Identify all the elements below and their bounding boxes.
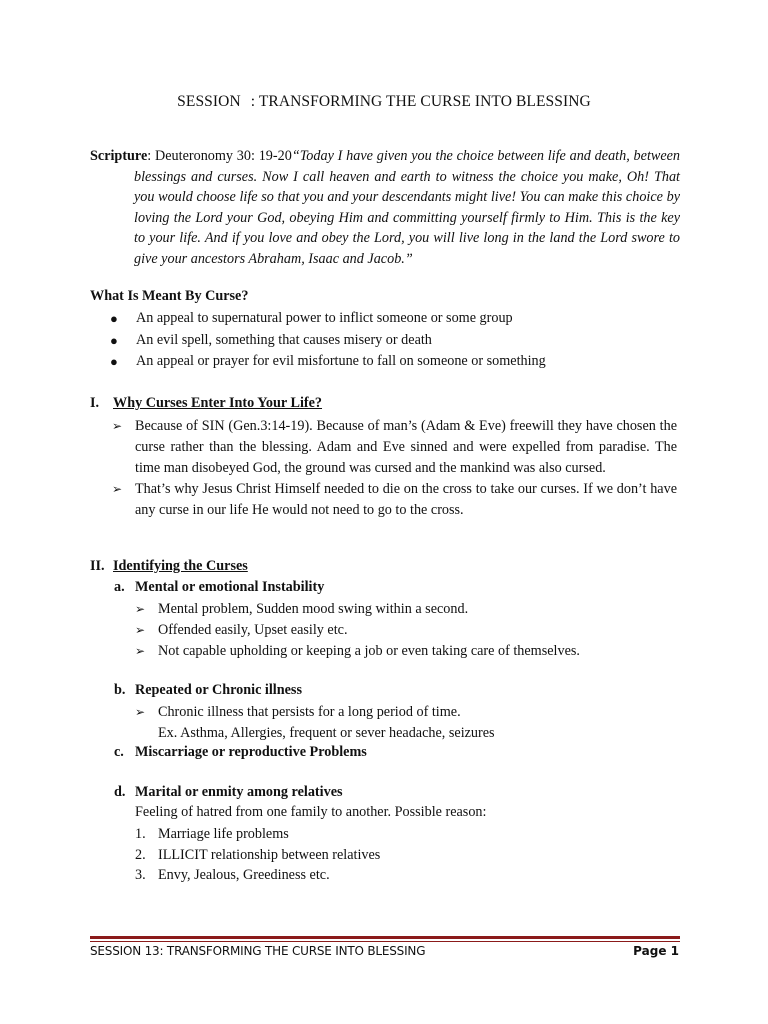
subsection-d-text: Feeling of hatred from one family to another. Possible reason: (135, 804, 487, 820)
title-text: : TRANSFORMING THE CURSE INTO BLESSING (250, 93, 591, 110)
subsection-b-list (135, 702, 495, 744)
section-title: Identifying the Curses (113, 558, 248, 574)
bullet-icon: ● (110, 332, 118, 348)
arrow-bullet-icon: ➢ (135, 602, 146, 616)
subsection-a-list (135, 599, 580, 662)
scripture-quote-body: between blessings and curses. Now I call heaven and earth to witness the choice you make, Oh! That you would choose life so that you and your descendants might live! You can make this choice by loving the Lord your God, obeying Him and committing yourself firmly to Him. This is the key to your life. And if you love and obey the Lord, you will live long in the land the Lord swore to give your ancestors Abraham, Isaac and Jacob.” (134, 148, 681, 267)
section-number: I. (90, 395, 100, 411)
example-text: Ex. Asthma, Allergies, frequent or sever headache, seizures (158, 725, 495, 741)
section-title: Why Curses Enter Into Your Life? (113, 395, 323, 411)
list-item: 3. Envy, Jealous, Greediness etc. (135, 867, 330, 883)
subsection-c-heading: c. Miscarriage or reproductive Problems (114, 744, 367, 760)
list-item: ➢ Mental problem, Sudden mood swing within a second. (135, 599, 580, 620)
subsection-d-heading: d. Marital or enmity among relatives (114, 784, 343, 800)
bullet-icon: ● (110, 354, 118, 369)
list-item: ● An appeal to supernatural power to inflict someone or some group (108, 308, 546, 330)
scripture-paragraph (90, 146, 680, 269)
subsection-a-heading: a. Mental or emotional Instability (114, 579, 325, 595)
section-1-heading (90, 395, 322, 412)
arrow-bullet-icon: ➢ (135, 623, 146, 637)
scripture-label: Scripture (90, 148, 148, 164)
arrow-bullet-icon: ➢ (135, 644, 146, 658)
list-item: ● An evil spell, something that causes misery or death (108, 330, 546, 352)
list-item: ➢ Chronic illness that persists for a long period of time. Ex. Asthma, Allergies, frequent or sever headache, seizures (135, 704, 495, 741)
list-item: ➢ Not capable upholding or keeping a job or even taking care of themselves. (135, 641, 580, 662)
list-item: ➢ Offended easily, Upset easily etc. (135, 620, 580, 641)
list-item: ➢ Because of SIN (Gen.3:14-19). Because of man’s (Adam & Eve) freewill they have chosen the curse rather than the blessing. Adam and Eve sinned and were expelled from paradise. The time man disobeyed God, the ground was cursed and the mankind was also cursed. (112, 418, 677, 476)
list-item: 2. ILLICIT relationship between relatives (135, 846, 381, 863)
curse-definition-list (108, 308, 546, 373)
arrow-bullet-icon: ➢ (112, 482, 123, 496)
list-item: ➢ That’s why Jesus Christ Himself needed to die on the cross to take our curses. If we don’t have any curse in our life He would not need to go to the cross. (112, 481, 677, 518)
subsection-d-numbered-list (135, 824, 380, 886)
page-number: Page 1 (633, 944, 679, 958)
page-title (0, 93, 768, 111)
arrow-bullet-icon: ➢ (112, 419, 123, 433)
footer-title: SESSION 13: TRANSFORMING THE CURSE INTO BLESSING (90, 944, 426, 958)
scripture-quote-start: “Today I have given you the choice between life and death, (291, 148, 630, 164)
scripture-block (90, 146, 680, 269)
section-2-heading (90, 558, 248, 575)
footer-rule-thin (90, 941, 680, 942)
title-session-label: SESSION (177, 93, 241, 110)
scripture-reference: : Deuteronomy 30: 19-20 (147, 148, 292, 164)
section-1-list (112, 416, 677, 521)
list-item: 1. Marriage life problems (135, 826, 289, 842)
section-number: II. (90, 558, 105, 574)
curse-definition-heading: What Is Meant By Curse? (90, 288, 249, 304)
bullet-icon: ● (110, 311, 118, 326)
arrow-bullet-icon: ➢ (135, 705, 146, 719)
footer-rule-thick (90, 936, 680, 939)
subsection-b-heading: b. Repeated or Chronic illness (114, 682, 302, 698)
list-item: ● An appeal or prayer for evil misfortune to fall on someone or something (108, 351, 546, 373)
